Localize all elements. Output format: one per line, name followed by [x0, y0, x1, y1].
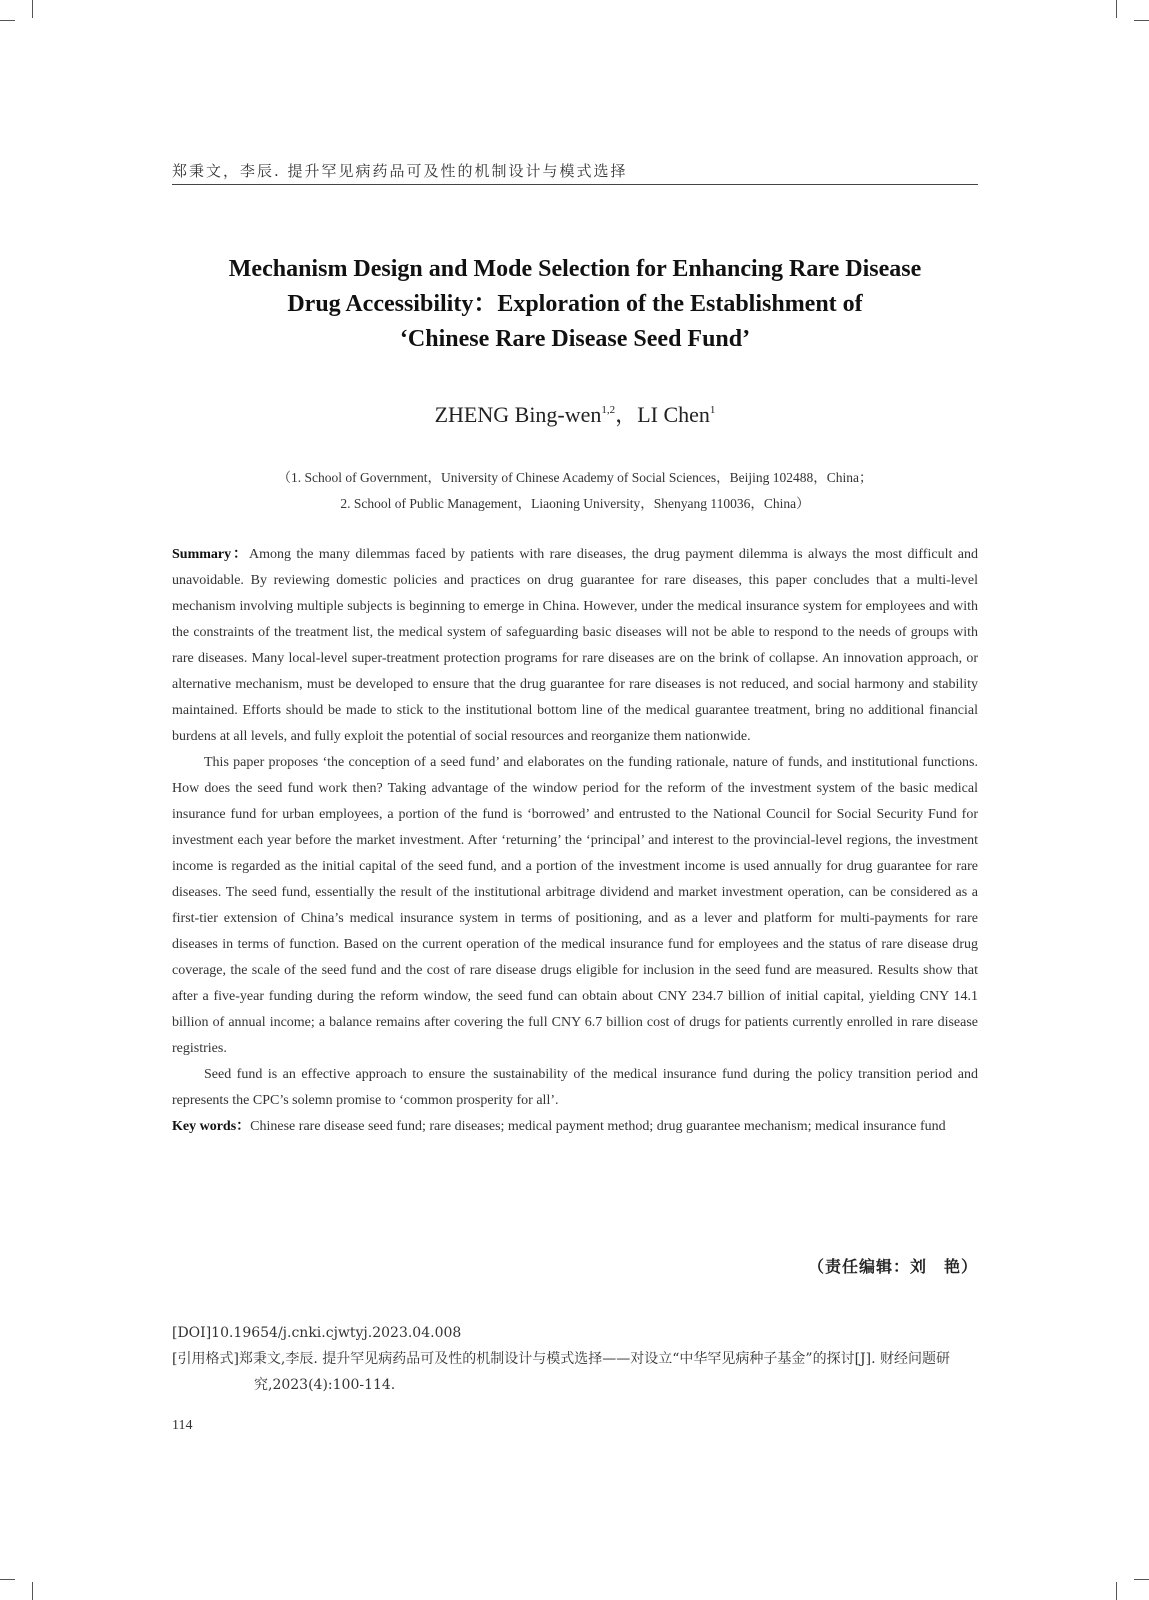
summary-label: Summary：: [172, 547, 249, 562]
title-line: ‘Chinese Rare Disease Seed Fund’: [399, 326, 751, 352]
abstract: [172, 542, 978, 1140]
author-affiliation-marker: 1: [709, 404, 716, 416]
author-name: ZHENG Bing-wen: [434, 402, 602, 427]
reference-block: [172, 1320, 978, 1398]
affiliations: [172, 465, 978, 517]
page-number: 114: [172, 1418, 193, 1433]
keywords-text: Chinese rare disease seed fund; rare diseases; medical payment method; drug guarantee mechanism; medical insurance fund: [250, 1119, 946, 1134]
author-separator: ，: [615, 402, 638, 427]
summary-paragraph: [172, 542, 978, 750]
title-line: Drug Accessibility：Exploration of the Establishment of: [287, 291, 863, 317]
summary-paragraph: This paper proposes ‘the conception of a seed fund’ and elaborates on the funding rationale, nature of funds, and institutional functions. How does the seed fund work then? Taking advantage of the window period for the reform of the investment system of the basic medical insurance fund for urban employees, a portion of the fund is ‘borrowed’ and entrusted to the National Council for Social Security Fund for investment each year before the market investment. After ‘returning’ the ‘principal’ and interest to the provincial-level regions, the investment income is regarded as the initial capital of the seed fund, and a portion of the investment income is used annually for drug guarantee for rare diseases. The seed fund, essentially the result of the institutional arbitrage dividend and market investment operation, can be considered as a first-tier extension of China’s medical insurance system in terms of positioning, and as a lever and platform for multi-payments for rare diseases in terms of function. Based on the current operation of the medical insurance fund for employees and the status of rare disease drug coverage, the scale of the seed fund and the cost of rare disease drugs eligible for inclusion in the seed fund are measured. Results show that after a five-year funding during the reform window, the seed fund can obtain about CNY 234.7 billion of initial capital, yielding CNY 14.1 billion of annual income; a balance remains after covering the full CNY 6.7 billion cost of drugs for patients currently enrolled in rare disease registries.: [172, 755, 978, 1056]
running-head: 郑秉文，李辰. 提升罕见病药品可及性的机制设计与模式选择: [172, 162, 628, 180]
responsible-editor: （责任编辑：刘 艳）: [807, 1257, 978, 1276]
affiliation-line: 2. School of Public Management，Liaoning University，Shenyang 110036，China）: [340, 496, 810, 511]
author-line: [172, 398, 978, 429]
affiliation-line: （1. School of Government，University of Chinese Academy of Social Sciences，Beijing 102488，China；: [277, 470, 873, 485]
keywords-paragraph: [172, 1114, 978, 1140]
doi: [DOI]10.19654/j.cnki.cjwtyj.2023.04.008: [172, 1325, 462, 1341]
header-rule: [172, 184, 978, 185]
paper-title: [172, 252, 978, 357]
author-affiliation-marker: 1,2: [601, 404, 616, 416]
author-name: LI Chen: [637, 402, 710, 427]
summary-paragraph: Seed fund is an effective approach to ensure the sustainability of the medical insurance fund during the policy transition period and represents the CPC’s solemn promise to ‘common prosperity for all’.: [172, 1067, 978, 1108]
summary-text: Among the many dilemmas faced by patients with rare diseases, the drug payment dilemma is always the most difficult and unavoidable. By reviewing domestic policies and practices on drug guarantee for rare diseases, this paper concludes that a multi-level mechanism involving multiple subjects is beginning to emerge in China. However, under the medical insurance system for employees and with the constraints of the treatment list, the medical system of safeguarding basic diseases will not be able to respond to the needs of groups with rare diseases. Many local-level super-treatment protection programs for rare diseases are on the brink of collapse. An innovation approach, or alternative mechanism, must be developed to ensure that the drug guarantee for rare diseases is not reduced, and social harmony and stability maintained. Efforts should be made to stick to the institutional bottom line of the medical guarantee treatment, bring no additional financial burdens at all levels, and fully exploit the potential of social resources and reorganize them nationwide.: [172, 547, 978, 744]
citation-format: [引用格式]郑秉文,李辰. 提升罕见病药品可及性的机制设计与模式选择——对设立“中华罕见病种子基金”的探讨[J]. 财经问题研究,2023(4):100-114.: [172, 1351, 951, 1393]
keywords-label: Key words：: [172, 1119, 251, 1134]
title-line: Mechanism Design and Mode Selection for Enhancing Rare Disease: [228, 256, 922, 282]
